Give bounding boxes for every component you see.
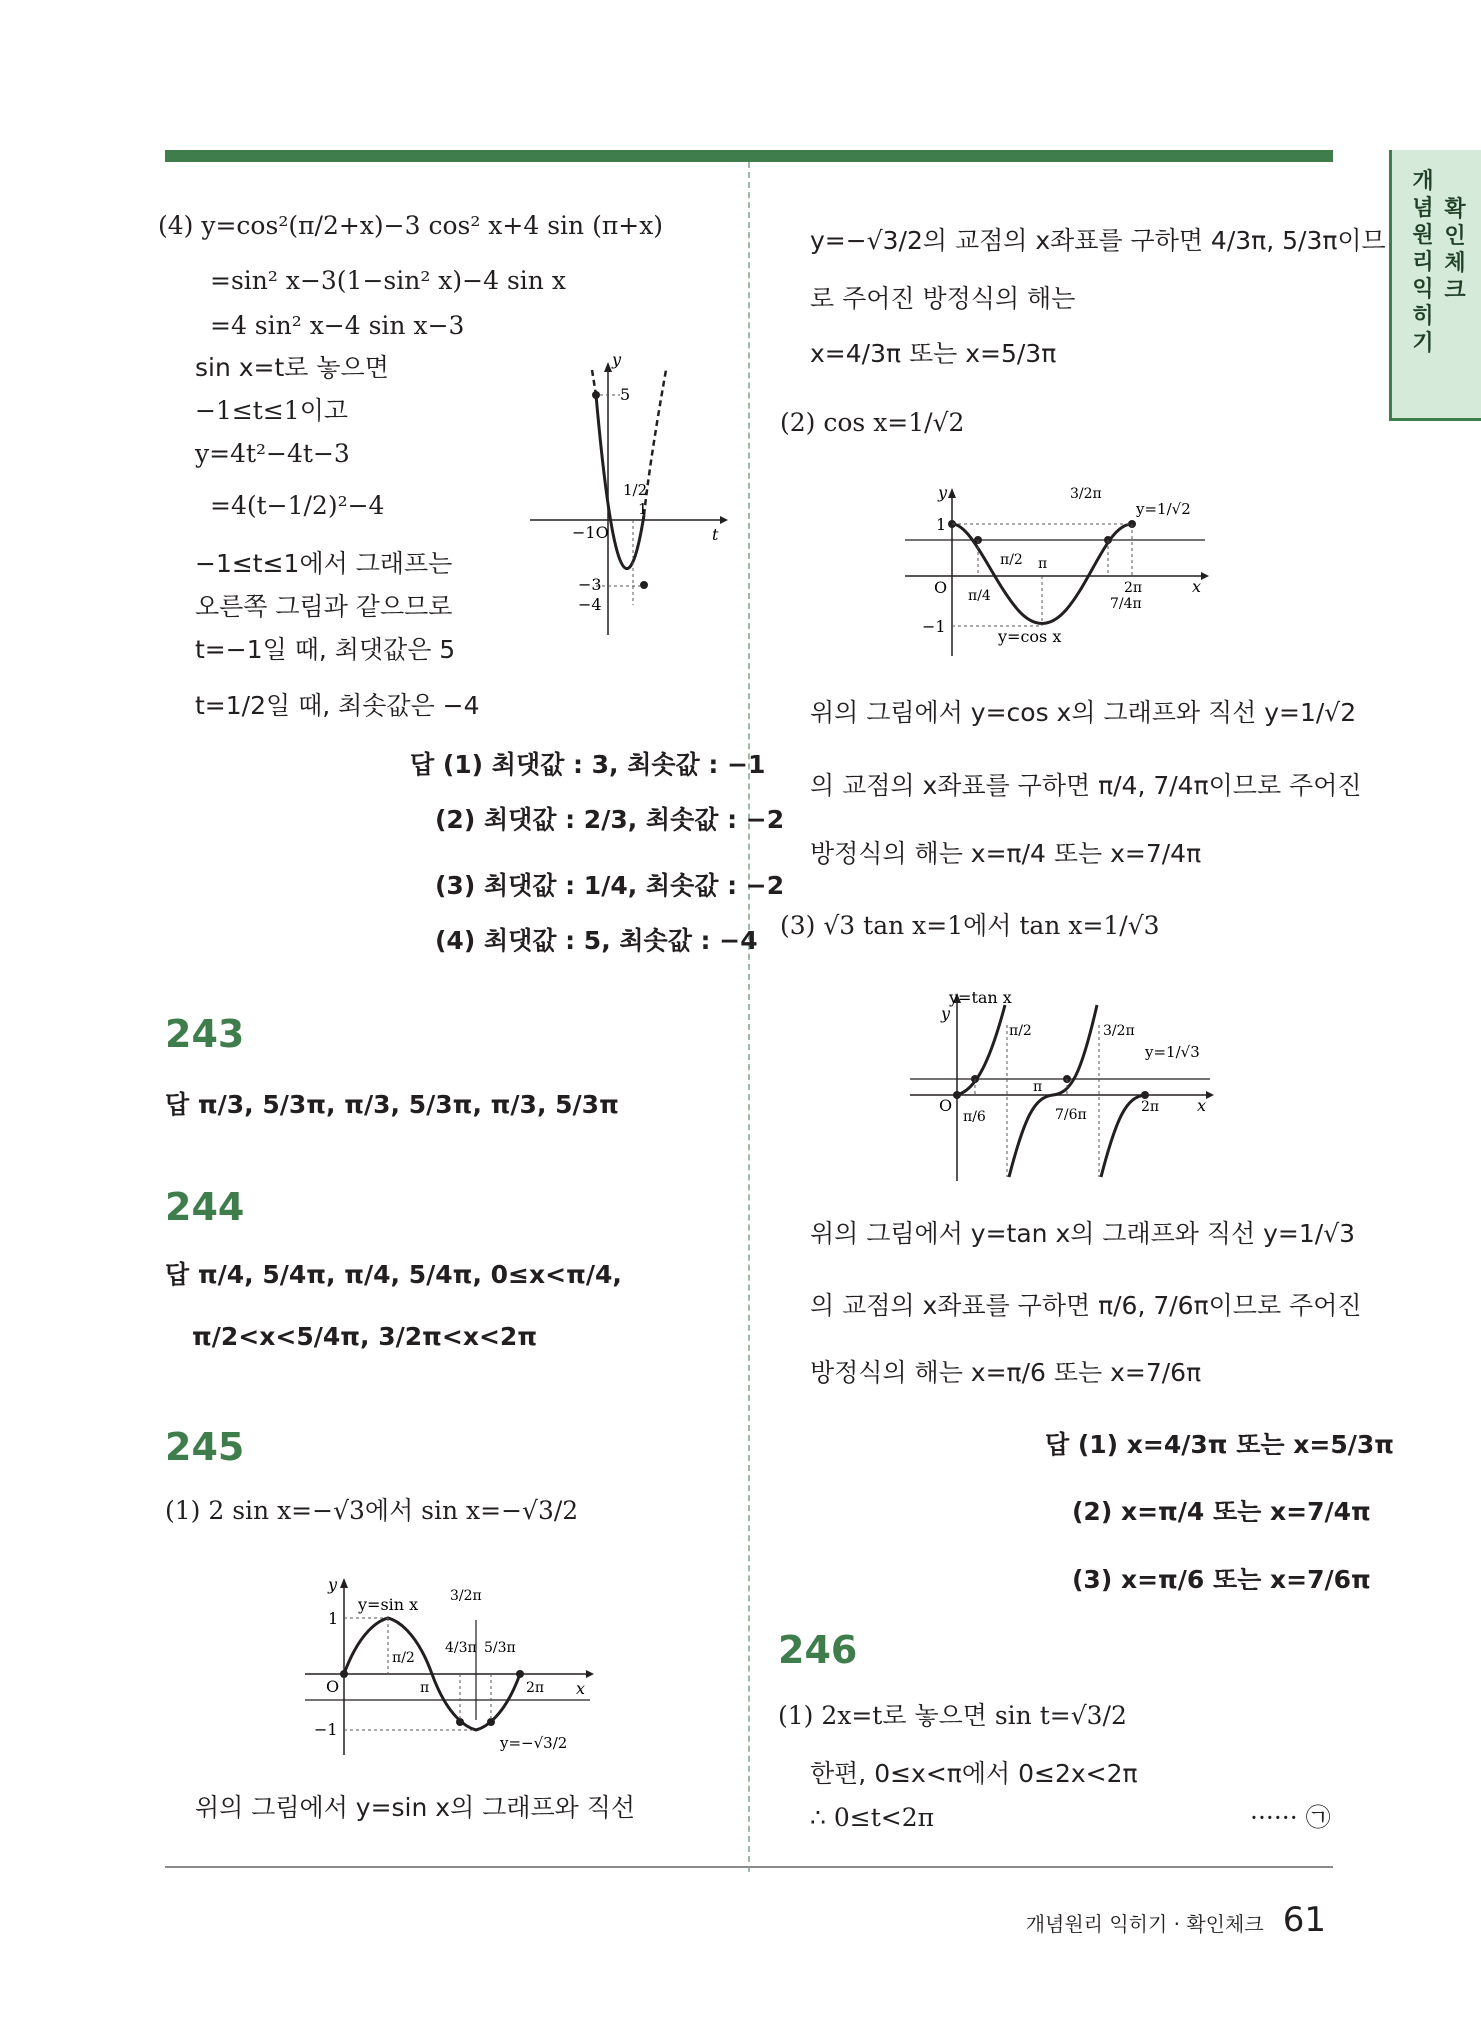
- answer-245-2: (2) x=π/4 또는 x=7/4π: [1072, 1497, 1371, 1526]
- answer-242-2: (2) 최댓값 : 2/3, 최솟값 : −2: [435, 805, 785, 834]
- problem-245-part-1: (1) 2 sin x=−√3에서 sin x=−√3/2: [165, 1496, 579, 1525]
- cosine-x-label: x: [1192, 577, 1202, 596]
- tangent-y-label: y: [941, 1004, 951, 1023]
- problem-4-text-2: −1≤t≤1이고: [195, 396, 348, 425]
- cosine-minus-one-tick: −1: [922, 617, 946, 636]
- cosine-pi-tick: π: [1038, 556, 1048, 572]
- problem-246-text-3: ∴ 0≤t<2π: [810, 1803, 935, 1832]
- answer-244-line-2: π/2<x<5/4π, 3/2π<x<2π: [192, 1322, 538, 1351]
- tangent-origin-label: O: [939, 1096, 953, 1115]
- sine-graph: [300, 1570, 600, 1760]
- answer-245-3: (3) x=π/6 또는 x=7/6π: [1072, 1565, 1371, 1594]
- problem-4-equation-2: =sin² x−3(1−sin² x)−4 sin x: [210, 266, 566, 295]
- parabola-m4-tick: −4: [578, 595, 602, 614]
- problem-4-text-3: y=4t²−4t−3: [195, 439, 350, 468]
- answer-243: 답 π/3, 5/3π, π/3, 5/3π, π/3, 5/3π: [165, 1090, 619, 1119]
- equation-marker: ······ ㉠: [1250, 1803, 1331, 1832]
- parabola-half-tick: 1/2: [623, 481, 648, 499]
- tangent-three-half-pi-tick: 3/2π: [1103, 1023, 1135, 1039]
- cosine-pi-over-four-tick: π/4: [968, 588, 991, 604]
- problem-4-text-1: sin x=t로 놓으면: [195, 353, 389, 382]
- problem-246-part-1: (1) 2x=t로 놓으면 sin t=√3/2: [778, 1701, 1127, 1730]
- right-text-8: (3) √3 tan x=1에서 tan x=1/√3: [780, 911, 1160, 940]
- cosine-y-label: y: [938, 483, 948, 502]
- parabola-y-label: y: [612, 350, 622, 369]
- right-text-9: 위의 그림에서 y=tan x의 그래프와 직선 y=1/√3: [810, 1219, 1356, 1248]
- problem-number-244: 244: [165, 1185, 245, 1229]
- tangent-x-label: x: [1197, 1096, 1207, 1115]
- problem-4-text-5: −1≤t≤1에서 그래프는: [195, 549, 453, 578]
- cosine-origin-label: O: [934, 578, 948, 597]
- page-number: 61: [1282, 1900, 1326, 1940]
- parabola-graph: [520, 350, 730, 640]
- sine-minus-one-tick: −1: [314, 1720, 338, 1739]
- cosine-two-pi-tick: 2π: [1124, 580, 1143, 596]
- sine-pi-tick: π: [420, 1680, 430, 1696]
- footer-rule: [165, 1866, 1333, 1868]
- sine-line-label: y=−√3/2: [500, 1734, 568, 1752]
- side-tab-label-1: 개념원리 익히기: [1412, 169, 1434, 356]
- right-text-2: 로 주어진 방정식의 해는: [810, 284, 1076, 313]
- problem-4-text-4: =4(t−1/2)²−4: [210, 491, 385, 520]
- problem-number-243: 243: [165, 1012, 245, 1056]
- page-footer: [1026, 1900, 1326, 1940]
- problem-245-conclusion-start: 위의 그림에서 y=sin x의 그래프와 직선: [195, 1793, 636, 1822]
- sine-half-pi-tick: π/2: [392, 1650, 415, 1666]
- cosine-curve-label: y=cos x: [998, 627, 1062, 646]
- right-text-4: (2) cos x=1/√2: [780, 408, 965, 437]
- tangent-half-pi-tick: π/2: [1009, 1023, 1032, 1039]
- answer-244-line-1: 답 π/4, 5/4π, π/4, 5/4π, 0≤x<π/4,: [165, 1260, 622, 1289]
- sine-three-half-pi-tick: 3/2π: [450, 1588, 482, 1604]
- right-text-6: 의 교점의 x좌표를 구하면 π/4, 7/4π이므로 주어진: [810, 771, 1362, 800]
- right-text-10: 의 교점의 x좌표를 구하면 π/6, 7/6π이므로 주어진: [810, 1291, 1362, 1320]
- problem-246-text-2: 한편, 0≤x<π에서 0≤2x<2π: [810, 1759, 1138, 1788]
- problem-number-246: 246: [778, 1628, 858, 1672]
- sine-five-third-pi-tick: 5/3π: [484, 1640, 516, 1656]
- tangent-line-label: y=1/√3: [1145, 1043, 1200, 1061]
- parabola-m3-tick: −3: [578, 575, 602, 594]
- tangent-graph: [905, 985, 1225, 1185]
- tangent-pi-tick: π: [1033, 1079, 1043, 1095]
- right-text-3: x=4/3π 또는 x=5/3π: [810, 339, 1057, 368]
- sine-one-tick: 1: [328, 1609, 339, 1628]
- problem-4-text-7: t=−1일 때, 최댓값은 5: [195, 635, 456, 664]
- cosine-graph: [900, 480, 1220, 660]
- sine-y-label: y: [328, 1575, 338, 1594]
- sine-curve-label: y=sin x: [358, 1595, 419, 1614]
- answer-242-1: 답 (1) 최댓값 : 3, 최솟값 : −1: [410, 750, 766, 779]
- right-text-7: 방정식의 해는 x=π/4 또는 x=7/4π: [810, 839, 1202, 868]
- tangent-curve-label: y=tan x: [949, 988, 1012, 1007]
- parabola-origin-label: −1O: [572, 523, 609, 542]
- problem-4-equation-1: (4) y=cos²(π/2+x)−3 cos² x+4 sin (π+x): [158, 211, 664, 240]
- cosine-three-half-pi-tick: 3/2π: [1070, 486, 1102, 502]
- section-side-tab[interactable]: [1389, 150, 1481, 421]
- sine-origin-label: O: [326, 1677, 340, 1696]
- parabola-one-tick: 1: [638, 500, 648, 518]
- parabola-t-label: t: [712, 525, 719, 544]
- sine-two-pi-tick: 2π: [526, 1680, 545, 1696]
- problem-4-text-6: 오른쪽 그림과 같으므로: [195, 592, 453, 621]
- parabola-max-tick: 5: [620, 385, 631, 404]
- tangent-pi-over-six-tick: π/6: [963, 1109, 986, 1125]
- right-text-11: 방정식의 해는 x=π/6 또는 x=7/6π: [810, 1358, 1202, 1387]
- cosine-seven-fourth-pi-tick: 7/4π: [1110, 596, 1142, 612]
- answer-245-1: 답 (1) x=4/3π 또는 x=5/3π: [1045, 1430, 1395, 1459]
- sine-four-third-pi-tick: 4/3π: [445, 1640, 477, 1656]
- tangent-two-pi-tick: 2π: [1141, 1099, 1160, 1115]
- top-accent-bar: [165, 150, 1333, 162]
- sine-x-label: x: [576, 1679, 586, 1698]
- answer-242-3: (3) 최댓값 : 1/4, 최솟값 : −2: [435, 871, 785, 900]
- footer-section-label: 개념원리 익히기 · 확인체크: [1025, 1912, 1264, 1936]
- problem-4-equation-3: =4 sin² x−4 sin x−3: [210, 311, 465, 340]
- column-divider: [748, 162, 750, 1872]
- cosine-one-tick: 1: [936, 515, 947, 534]
- answer-242-4: (4) 최댓값 : 5, 최솟값 : −4: [435, 926, 758, 955]
- cosine-line-label: y=1/√2: [1136, 500, 1191, 518]
- problem-4-text-8: t=1/2일 때, 최솟값은 −4: [195, 691, 480, 720]
- side-tab-label-2: 확인체크: [1444, 197, 1466, 303]
- right-text-5: 위의 그림에서 y=cos x의 그래프와 직선 y=1/√2: [810, 698, 1357, 727]
- right-text-1: y=−√3/2의 교점의 x좌표를 구하면 4/3π, 5/3π이므: [810, 226, 1386, 255]
- cosine-half-pi-tick: π/2: [1000, 552, 1023, 568]
- problem-number-245: 245: [165, 1425, 245, 1469]
- tangent-seven-sixth-pi-tick: 7/6π: [1055, 1107, 1087, 1123]
